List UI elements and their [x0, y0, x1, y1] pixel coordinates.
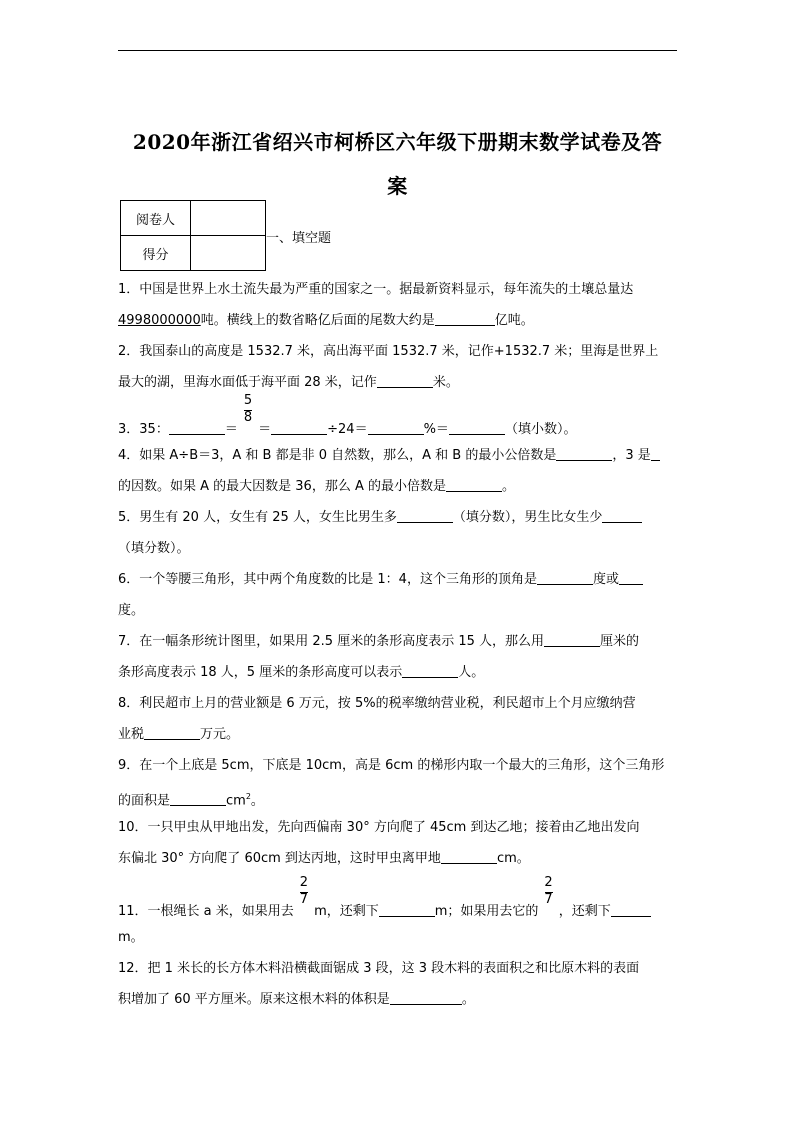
question-text: 东偏北 30° 方向爬了 60cm 到达丙地，这时甲虫离甲地	[118, 851, 441, 866]
question-text: 厘米的	[600, 634, 640, 649]
question-text: 万元。	[200, 727, 240, 742]
question-text: 7．在一幅条形统计图里，如果用 2.5 厘米的条形高度表示 15 人，那么用	[118, 634, 545, 649]
answer-blank[interactable]	[170, 791, 226, 806]
question-text: ＝	[258, 422, 272, 437]
score-table	[120, 200, 266, 271]
underlined-number: 4998000000	[118, 313, 201, 328]
question-11-line-2	[118, 922, 680, 953]
question-text: （填分数）。	[118, 541, 190, 556]
question-text: 。	[250, 793, 264, 809]
question-text: 度。	[118, 603, 145, 618]
question-4-line-1	[118, 440, 680, 471]
question-5-line-2	[118, 533, 680, 564]
question-text: 4．如果 A÷B＝3，A 和 B 都是非 0 自然数，那么，A 和 B 的最小公倍数是	[118, 448, 557, 463]
answer-blank[interactable]	[379, 902, 435, 917]
question-text: ÷24＝	[327, 422, 368, 437]
question-text: 亿吨。	[494, 313, 534, 328]
answer-blank[interactable]	[619, 570, 643, 585]
question-text: 最大的湖，里海水面低于海平面 28 米，记作	[118, 375, 377, 390]
question-text: 吨。横线上的数省略亿后面的尾数大约是	[200, 313, 435, 328]
answer-blank[interactable]	[651, 446, 660, 461]
question-1-line-1	[118, 274, 680, 305]
question-8-line-1	[118, 688, 680, 719]
question-2-line-1	[118, 336, 680, 367]
question-text: 9．在一个上底是 5cm，下底是 10cm，高是 6cm 的梯形内取一个最大的三角形，这个三角形	[118, 758, 665, 773]
score-field[interactable]	[191, 236, 266, 271]
question-text: %＝	[423, 422, 449, 437]
question-12-line-1	[118, 953, 680, 984]
question-text: 12．把 1 米长的长方体木料沿横截面锯成 3 段，这 3 段木料的表面积之和比原木料的表面	[118, 961, 640, 976]
question-4-line-2	[118, 471, 680, 502]
question-text: 5．男生有 20 人，女生有 25 人，女生比男生多	[118, 510, 397, 525]
question-text: m；如果用去它的	[434, 904, 539, 919]
section-title: 一、填空题	[266, 231, 332, 246]
question-text: 的因数。如果 A 的最大因数是 36，那么 A 的最小倍数是	[118, 479, 446, 494]
answer-blank[interactable]	[435, 311, 495, 326]
answer-blank[interactable]	[402, 663, 458, 678]
answer-blank[interactable]	[544, 632, 600, 647]
question-text: （填分数），男生比女生少	[452, 510, 603, 525]
answer-blank[interactable]	[537, 570, 593, 585]
question-text: m。	[118, 930, 144, 945]
question-text: 8．利民超市上月的营业额是 6 万元，按 5%的税率缴纳营业税，利民超市上个月应缴纳营	[118, 696, 636, 711]
question-10-line-1	[118, 812, 680, 843]
question-7-line-1	[118, 626, 680, 657]
superscript: 2	[245, 792, 251, 801]
question-7-line-2	[118, 657, 680, 688]
answer-blank[interactable]	[611, 902, 651, 917]
question-2-line-2	[118, 367, 680, 398]
answer-blank[interactable]	[368, 420, 424, 435]
header-rule	[118, 50, 677, 51]
question-text: 。	[502, 479, 516, 494]
question-text: 2．我国泰山的高度是 1532.7 米，高出海平面 1532.7 米，记作+1532.7 米；里海是世界上	[118, 344, 659, 359]
fraction-numerator: 2	[544, 875, 553, 890]
question-text: ＝	[224, 422, 238, 437]
question-1-line-2	[118, 305, 680, 336]
fraction-denominator: 7	[299, 892, 309, 907]
answer-blank[interactable]	[397, 508, 453, 523]
question-text: 积增加了 60 平方厘米。原来这根木料的体积是	[118, 992, 390, 1007]
question-text: 度或	[592, 572, 619, 587]
question-text: 的面积是	[118, 793, 171, 809]
question-12-line-2	[118, 984, 680, 1015]
question-text: 条形高度表示 18 人，5 厘米的条形高度可以表示	[118, 665, 403, 680]
question-text: ，3 是	[612, 448, 651, 463]
question-text: 业税	[118, 727, 145, 742]
fraction-denominator: 8	[243, 410, 253, 425]
answer-blank[interactable]	[446, 477, 502, 492]
question-9-line-1	[118, 750, 680, 781]
answer-blank[interactable]	[441, 849, 497, 864]
question-text: 11．一根绳长 a 米，如果用去	[118, 904, 294, 919]
table-row	[121, 201, 266, 236]
score-label: 得分	[121, 236, 191, 271]
answer-blank[interactable]	[144, 725, 200, 740]
answer-blank[interactable]	[556, 446, 612, 461]
fraction-numerator: 2	[299, 875, 309, 890]
question-text: 。	[461, 992, 475, 1007]
fraction-denominator: 7	[544, 892, 553, 907]
fraction-numerator: 5	[243, 393, 253, 408]
question-text: 米。	[432, 375, 459, 390]
answer-blank[interactable]	[271, 420, 327, 435]
question-text: 10．一只甲虫从甲地出发，先向西偏南 30° 方向爬了 45cm 到达乙地；接着由乙地出发向	[118, 820, 640, 835]
question-text: 6．一个等腰三角形，其中两个角度数的比是 1：4，这个三角形的顶角是	[118, 572, 537, 587]
document-title-continued: 案	[387, 174, 408, 198]
question-text: 人。	[458, 665, 485, 680]
answer-blank[interactable]	[449, 420, 505, 435]
answer-blank[interactable]	[169, 420, 225, 435]
answer-blank[interactable]	[602, 508, 642, 523]
question-6-line-2	[118, 595, 680, 626]
question-5-line-1	[118, 502, 680, 533]
question-10-line-2	[118, 843, 680, 874]
question-text: cm	[226, 793, 246, 809]
table-row	[121, 236, 266, 271]
question-text: 1．中国是世界上水土流失最为严重的国家之一。据最新资料显示，每年流失的土壤总量达	[118, 282, 634, 297]
answer-blank[interactable]	[377, 373, 433, 388]
question-6-line-1	[118, 564, 680, 595]
answer-blank[interactable]	[390, 990, 462, 1005]
reviewer-label: 阅卷人	[121, 201, 191, 236]
question-text: 3．35：	[118, 422, 169, 437]
document-title: 2020年浙江省绍兴市柯桥区六年级下册期末数学试卷及答	[132, 130, 663, 154]
question-text: ，还剩下	[558, 904, 611, 919]
reviewer-field[interactable]	[191, 201, 266, 236]
question-text: cm。	[496, 851, 530, 866]
question-text: m，还剩下	[314, 904, 379, 919]
question-text: （填小数）。	[504, 422, 577, 437]
question-8-line-2	[118, 719, 680, 750]
